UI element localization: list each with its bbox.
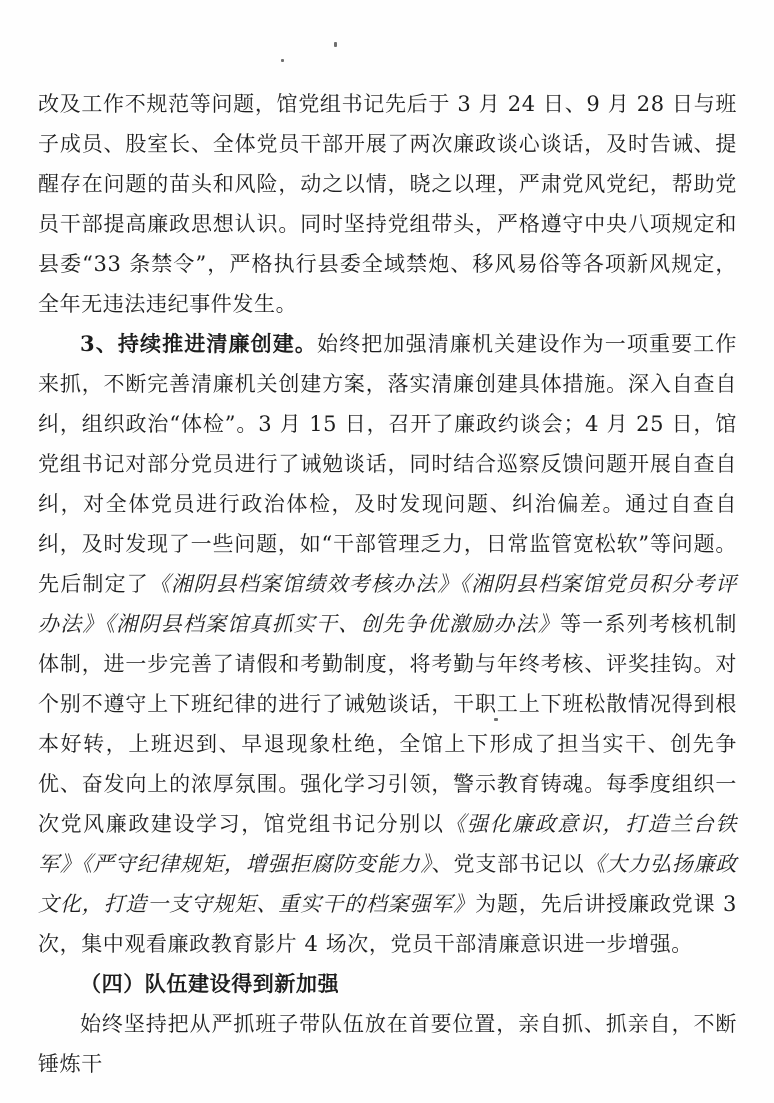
- text-segment: 改及工作不规范等问题，馆党组书记先后于 3 月 24 日、9 月 28 日与班子成员、股室长、全体党员干部开展了两次廉政谈心谈话，及时告诫、提醒存在问题的苗头和风险，动之以情，晓之以理，严肃党风党纪，帮助党员干部提高廉政思想认识。同时坚持党组带头，严格遵守中央八项规定和县委“33 条禁令”，严格执行县委全域禁炮、移风易俗等各项新风规定，全年无违法违纪事件发生。: [38, 92, 737, 316]
- text-segment: 始终坚持把从严抓班子带队伍放在首要位置，亲自抓、抓亲自，不断锤炼干: [38, 1012, 737, 1076]
- text-segment: （四）队伍建设得到新加强: [80, 971, 340, 996]
- section-heading: [38, 964, 737, 1004]
- document-body: [38, 84, 737, 1084]
- paragraph: [38, 1004, 737, 1084]
- scan-speck: [494, 718, 498, 721]
- paragraph: [38, 324, 737, 964]
- text-segment: 等一系列考核机制体制，进一步完善了请假和考勤制度，将考勤与年终考核、评奖挂钩。对个别不遵守上下班纪律的进行了诫勉谈话，干职工上下班松散情况得到根本好转，上班迟到、早退现象杜绝，全馆上下形成了担当实干、创先争优、奋发向上的浓厚氛围。强化学习引领，警示教育铸魂。每季度组织一次党风廉政建设学习，馆党组书记分别以: [38, 612, 737, 836]
- paragraph: [38, 84, 737, 324]
- text-segment: 《强化廉政意识，打造兰台铁军》《严守纪律规矩，增强拒腐防变能力》: [38, 812, 737, 876]
- text-segment: 《湘阴县档案馆绩效考核办法》《湘阴县档案馆党员积分考评办法》《湘阴县档案馆真抓实干、创先争优激励办法》: [38, 572, 737, 636]
- text-segment: 始终把加强清廉机关建设作为一项重要工作来抓，不断完善清廉机关创建方案，落实清廉创建具体措施。深入自查自纠，组织政治“体检”。3 月 15 日，召开了廉政约谈会；4 月 25 日，馆党组书记对部分党员进行了诫勉谈话，同时结合巡察反馈问题开展自查自纠，对全体党员进行政治体检，及时发现问题、纠治偏差。通过自查自纠，及时发现了一些问题，如“干部管理乏力，日常监管宽松软”等问题。先后制定了: [38, 332, 737, 596]
- scan-speck: [334, 42, 337, 47]
- text-segment: 《大力弘扬廉政文化，打造一支守规矩、重实干的档案强军》: [38, 852, 738, 916]
- text-segment: 、党支部书记以: [431, 852, 585, 876]
- text-segment: 为题，先后讲授廉政党课 3 次，集中观看廉政教育影片 4 场次，党员干部清廉意识进一步增强。: [38, 892, 738, 956]
- text-segment: 3、持续推进清廉创建。: [80, 331, 318, 356]
- scan-speck: [281, 59, 284, 62]
